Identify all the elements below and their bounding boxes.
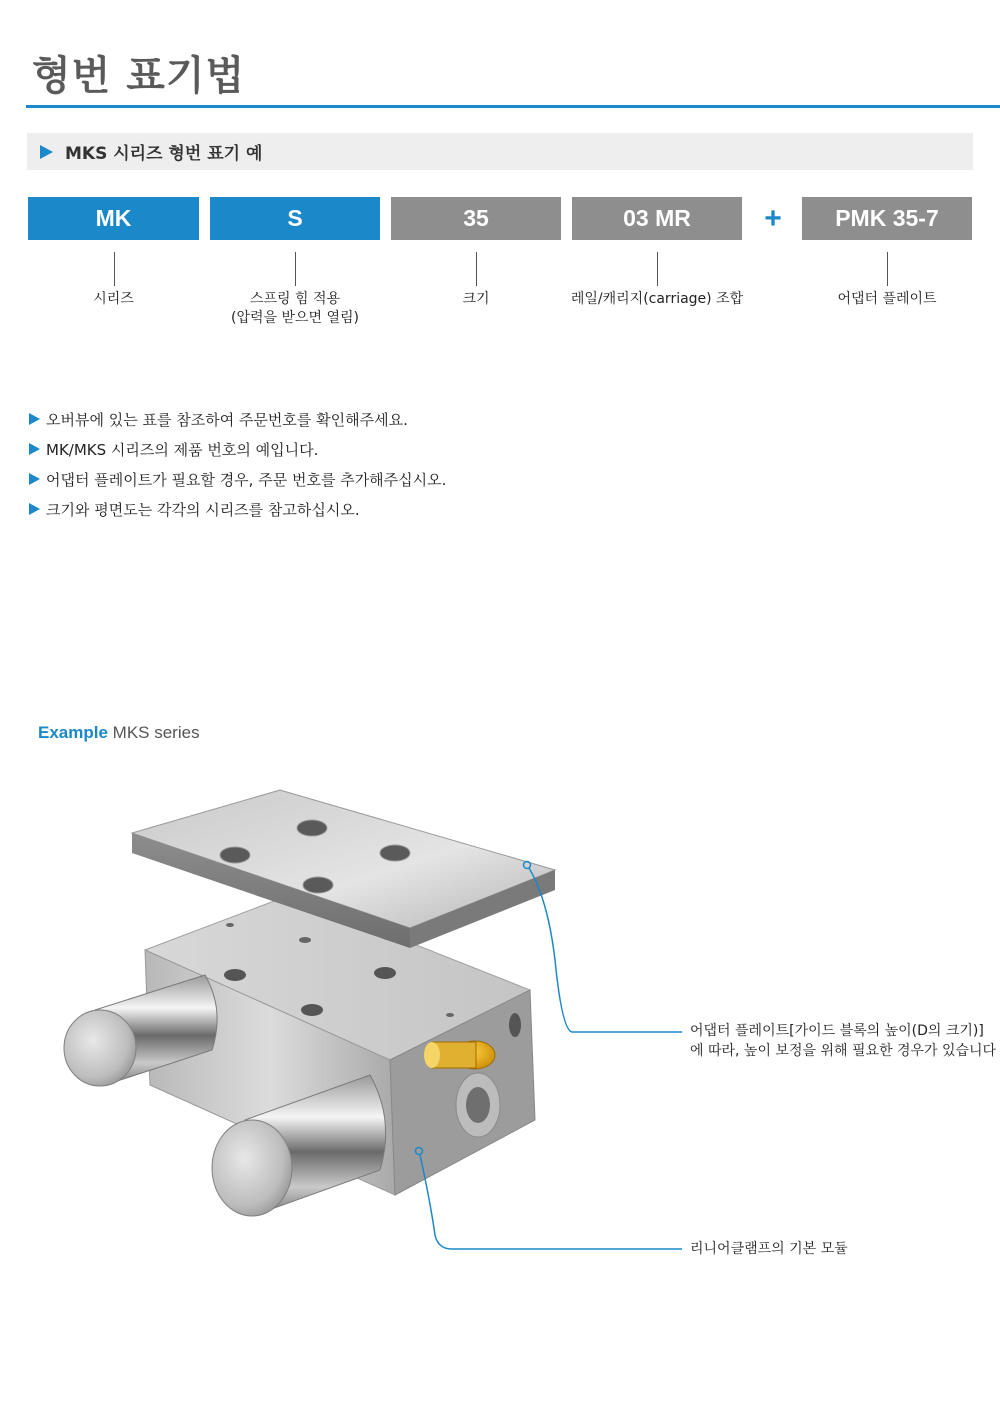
callout-line: 리니어클램프의 기본 모듈 <box>690 1241 848 1257</box>
connector-line <box>476 252 477 286</box>
code-desc-rail-carriage <box>547 290 767 309</box>
connector-line <box>295 252 296 286</box>
callout-line: 에 따라, 높이 보정을 위해 필요한 경우가 있습니다 <box>690 1043 997 1059</box>
code-desc-line: 스프링 힘 적용 <box>249 291 341 307</box>
example-title-emphasis: Example <box>38 723 108 742</box>
code-desc-adapter-plate <box>802 290 972 309</box>
triangle-bullet-icon <box>29 413 40 425</box>
adapter-plate <box>132 790 555 948</box>
triangle-bullet-icon <box>40 145 53 159</box>
example-title-rest: MKS series <box>107 723 200 742</box>
note-text: 크기와 평면도는 각각의 시리즈를 참고하십시오. <box>46 500 360 519</box>
triangle-bullet-icon <box>29 443 40 455</box>
code-desc-line: 레일/캐리지(carriage) 조합 <box>570 291 744 307</box>
callout-adapter-plate <box>690 1021 996 1061</box>
code-desc-line: (압력을 받으면 열림) <box>230 310 360 326</box>
note-text: MK/MKS 시리즈의 제품 번호의 예입니다. <box>46 440 319 459</box>
code-desc-line: 크기 <box>462 291 490 307</box>
code-desc-line: 시리즈 <box>93 291 134 307</box>
connector-line <box>657 252 658 286</box>
triangle-bullet-icon <box>29 473 40 485</box>
code-box-rail-carriage: 03 MR <box>572 197 742 240</box>
notes-list <box>29 404 446 524</box>
code-box-series: MK <box>28 197 199 240</box>
code-box-spring: S <box>210 197 380 240</box>
note-item <box>29 434 446 464</box>
note-item <box>29 464 446 494</box>
section-header <box>27 133 973 170</box>
note-text: 오버뷰에 있는 표를 참조하여 주문번호를 확인해주세요. <box>46 410 408 429</box>
callout-line: 어댑터 플레이트[가이드 블록의 높이(D의 크기)] <box>690 1023 984 1039</box>
code-desc-series <box>28 290 199 309</box>
note-text: 어댑터 플레이트가 필요할 경우, 주문 번호를 추가해주십시오. <box>46 470 447 489</box>
code-desc-size <box>391 290 561 309</box>
example-title <box>38 723 200 743</box>
triangle-bullet-icon <box>29 503 40 515</box>
page-title: 형번 표기법 <box>32 53 246 99</box>
callout-basic-module <box>690 1239 848 1259</box>
connector-line <box>114 252 115 286</box>
note-item <box>29 494 446 524</box>
code-box-size: 35 <box>391 197 561 240</box>
note-item <box>29 404 446 434</box>
connector-line <box>887 252 888 286</box>
code-desc-line: 어댑터 플레이트 <box>837 291 937 307</box>
code-desc-spring <box>195 290 395 328</box>
section-header-label: MKS 시리즈 형번 표기 예 <box>65 144 263 164</box>
code-box-adapter-plate: PMK 35-7 <box>802 197 972 240</box>
plus-icon: + <box>764 201 782 235</box>
title-divider <box>26 105 1000 108</box>
